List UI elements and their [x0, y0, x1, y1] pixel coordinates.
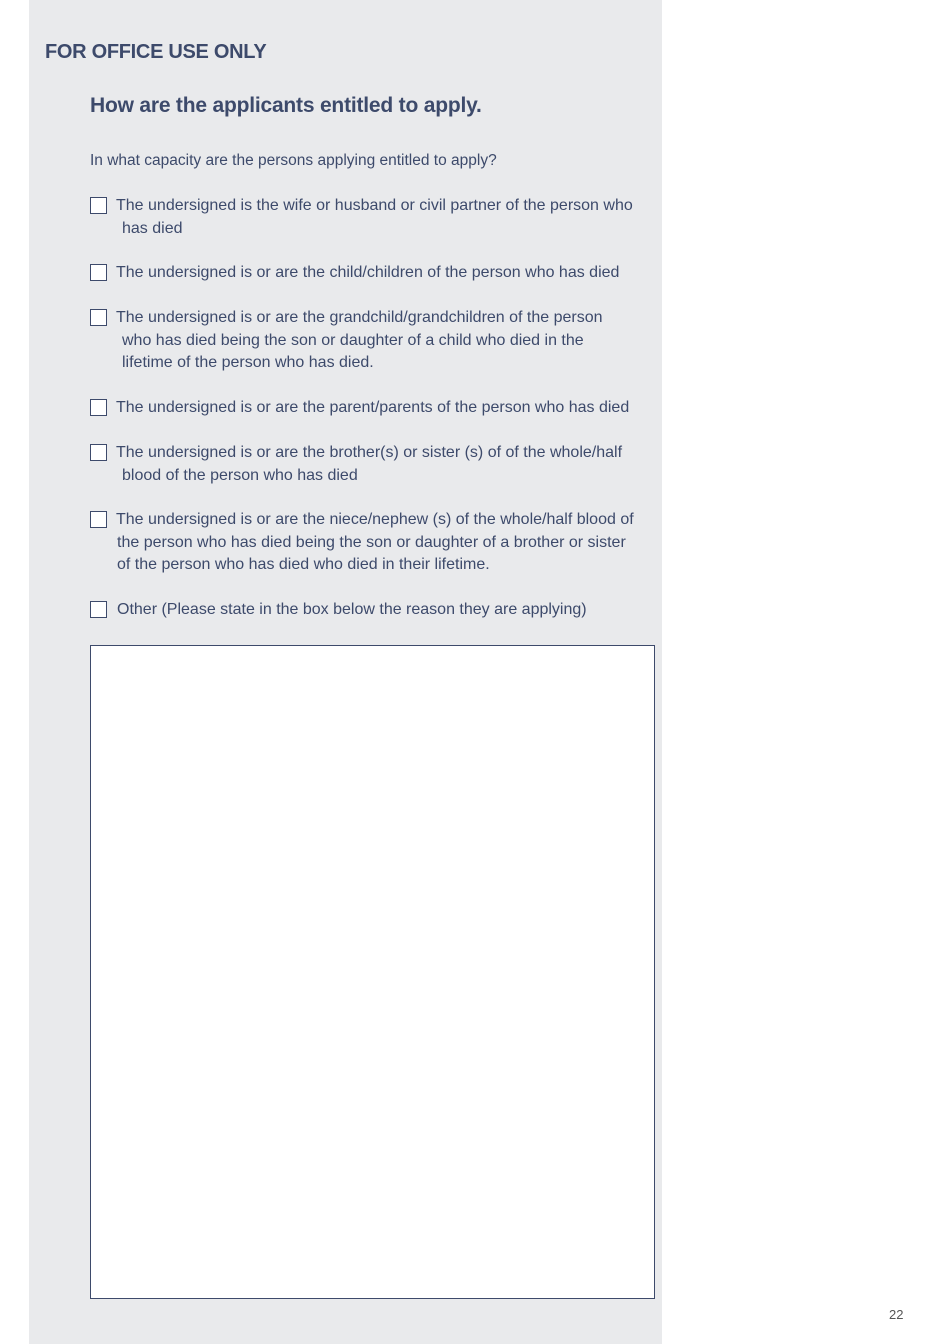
option-text: blood of the person who has died: [122, 466, 358, 484]
option-niece-nephew: [90, 509, 634, 577]
option-child: [90, 262, 619, 285]
option-text: of the person who has died who died in their lifetime.: [117, 556, 490, 573]
other-reason-textbox[interactable]: [90, 645, 655, 1299]
checkbox-grandchild[interactable]: [90, 309, 107, 326]
option-parent: [90, 397, 629, 420]
option-text: Other (Please state in the box below the reason they are applying): [117, 601, 587, 618]
page-title: How are the applicants entitled to apply.: [90, 94, 482, 117]
option-text: The undersigned is the wife or husband or civil partner of the person who: [116, 197, 633, 214]
option-text: The undersigned is or are the brother(s) or sister (s) of of the whole/half: [116, 444, 623, 461]
option-spouse: [90, 195, 633, 240]
option-text: The undersigned is or are the child/children of the person who has died: [116, 264, 620, 281]
option-text: lifetime of the person who has died.: [122, 354, 374, 371]
option-text: The undersigned is or are the grandchild/grandchildren of the person: [116, 309, 603, 326]
question-text: In what capacity are the persons applying entitled to apply?: [90, 152, 497, 169]
option-text: the person who has died being the son or daughter of a brother or sister: [117, 533, 626, 551]
option-text: The undersigned is or are the parent/parents of the person who has died: [116, 399, 630, 416]
option-text: has died: [122, 219, 183, 237]
option-text: who has died being the son or daughter of a child who died in the: [122, 331, 584, 349]
checkbox-niece-nephew[interactable]: [90, 511, 107, 528]
option-other: [90, 599, 587, 622]
page-number: 22: [889, 1307, 904, 1322]
option-text: The undersigned is or are the niece/nephew (s) of the whole/half blood of: [116, 511, 634, 528]
checkbox-sibling[interactable]: [90, 444, 107, 461]
checkbox-spouse[interactable]: [90, 197, 107, 214]
checkbox-child[interactable]: [90, 264, 107, 281]
option-grandchild: [90, 307, 603, 375]
checkbox-parent[interactable]: [90, 399, 107, 416]
section-label: FOR OFFICE USE ONLY: [45, 41, 267, 63]
checkbox-other[interactable]: [90, 601, 107, 618]
option-sibling: [90, 442, 622, 487]
